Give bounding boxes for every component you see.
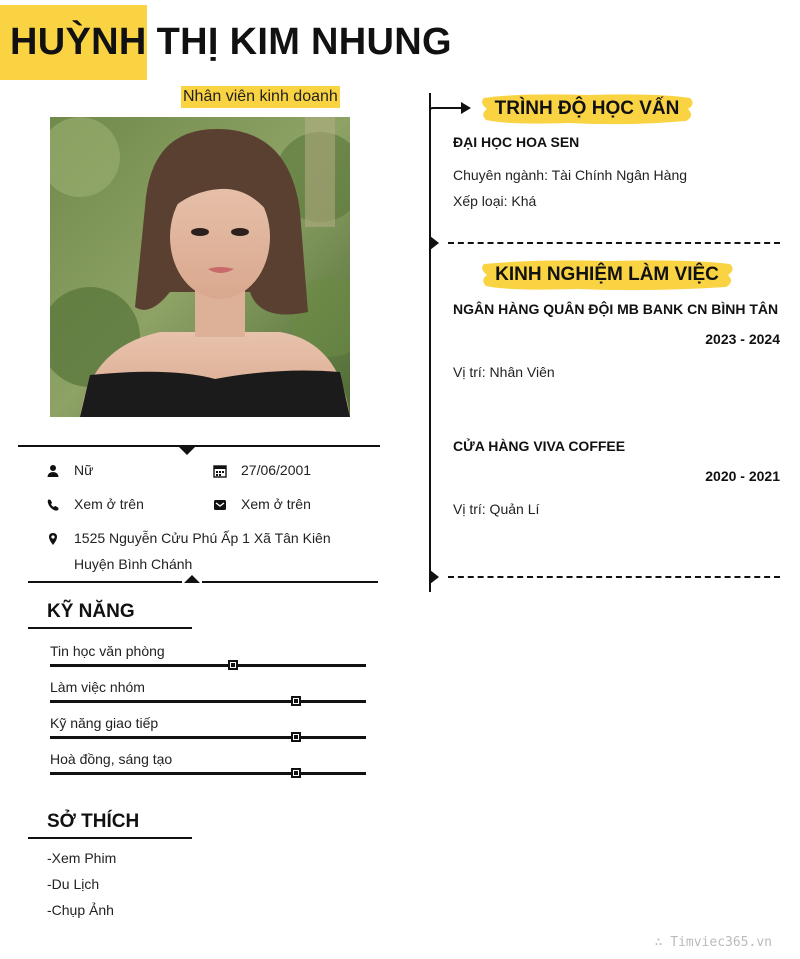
- birthday-row: [213, 463, 311, 483]
- job-period: 2023 - 2024: [705, 331, 780, 347]
- contact-divider-bottom-right: [202, 581, 378, 583]
- timeline-arrow-icon: [429, 98, 473, 122]
- phone-value: Xem ở trên: [74, 496, 144, 512]
- email-row: [213, 497, 311, 517]
- skill-slider: [50, 664, 366, 667]
- section-divider-dashed: [448, 242, 780, 244]
- gender-row: [46, 463, 93, 483]
- skill-slider-knob: [228, 660, 238, 670]
- skill-slider: [50, 736, 366, 739]
- job-position: Vị trí: Nhân Viên: [453, 364, 555, 380]
- contact-divider-bottom-left: [28, 581, 182, 583]
- hobbies-title: SỞ THÍCH: [47, 811, 140, 832]
- timeline-line: [429, 93, 431, 592]
- name-first: HUỲNH: [10, 21, 147, 63]
- gender-value: Nữ: [74, 462, 94, 478]
- job-title: Nhân viên kinh doanh: [181, 86, 340, 108]
- skill-slider-knob: [291, 696, 301, 706]
- timeline-marker: [430, 236, 439, 250]
- hobby-item: -Du Lịch: [47, 876, 100, 892]
- name-rest: THỊ KIM NHUNG: [156, 21, 452, 63]
- hobbies-underline: [28, 837, 192, 839]
- skill-label: Làm việc nhóm: [50, 679, 145, 695]
- job-period: 2020 - 2021: [705, 468, 780, 484]
- skill-slider-knob: [291, 768, 301, 778]
- section-divider-dashed: [448, 576, 780, 578]
- address-line-2: Huyện Bình Chánh: [74, 556, 193, 572]
- skill-label: Tin học văn phòng: [50, 643, 165, 659]
- contact-divider-top: [18, 445, 380, 447]
- name-highlight: [0, 5, 147, 80]
- skill-label: Hoà đồng, sáng tạo: [50, 751, 173, 767]
- experience-title: KINH NGHIỆM LÀM VIỆC: [495, 264, 719, 285]
- education-major: Chuyên ngành: Tài Chính Ngân Hàng: [453, 167, 688, 183]
- job-position: Vị trí: Quản Lí: [453, 501, 540, 517]
- education-grade: Xếp loại: Khá: [453, 193, 537, 209]
- hobby-item: -Xem Phim: [47, 850, 117, 866]
- hobby-item: -Chụp Ảnh: [47, 902, 114, 918]
- birthday-value: 27/06/2001: [241, 462, 312, 478]
- phone-row: [46, 497, 144, 517]
- job-company: NGÂN HÀNG QUÂN ĐỘI MB BANK CN BÌNH TÂN: [453, 301, 779, 317]
- education-title: TRÌNH ĐỘ HỌC VẤN: [494, 98, 680, 119]
- envelope-icon: [213, 498, 227, 512]
- skill-slider: [50, 700, 366, 703]
- education-header: [478, 92, 696, 126]
- timeline-marker: [430, 570, 439, 584]
- skills-underline: [28, 627, 192, 629]
- job-company: CỬA HÀNG VIVA COFFEE: [453, 438, 626, 454]
- skill-slider-knob: [291, 732, 301, 742]
- address-row: [46, 531, 331, 577]
- email-value: Xem ở trên: [241, 496, 311, 512]
- phone-icon: [46, 498, 60, 512]
- candidate-name: [0, 5, 452, 80]
- user-icon: [46, 464, 60, 478]
- experience-header: [478, 258, 736, 292]
- skill-slider: [50, 772, 366, 775]
- address-value: [74, 525, 331, 577]
- divider-marker-up: [184, 575, 200, 583]
- divider-marker-down: [179, 447, 195, 455]
- watermark: ∴ Timviec365.vn: [654, 935, 772, 950]
- skills-title: KỸ NĂNG: [47, 601, 135, 622]
- education-school: ĐẠI HỌC HOA SEN: [453, 134, 580, 150]
- calendar-icon: [213, 464, 227, 478]
- map-pin-icon: [46, 532, 60, 546]
- skill-label: Kỹ năng giao tiếp: [50, 715, 159, 731]
- profile-photo: [50, 117, 350, 417]
- address-line-1: 1525 Nguyễn Cửu Phú Ấp 1 Xã Tân Kiên: [74, 530, 331, 546]
